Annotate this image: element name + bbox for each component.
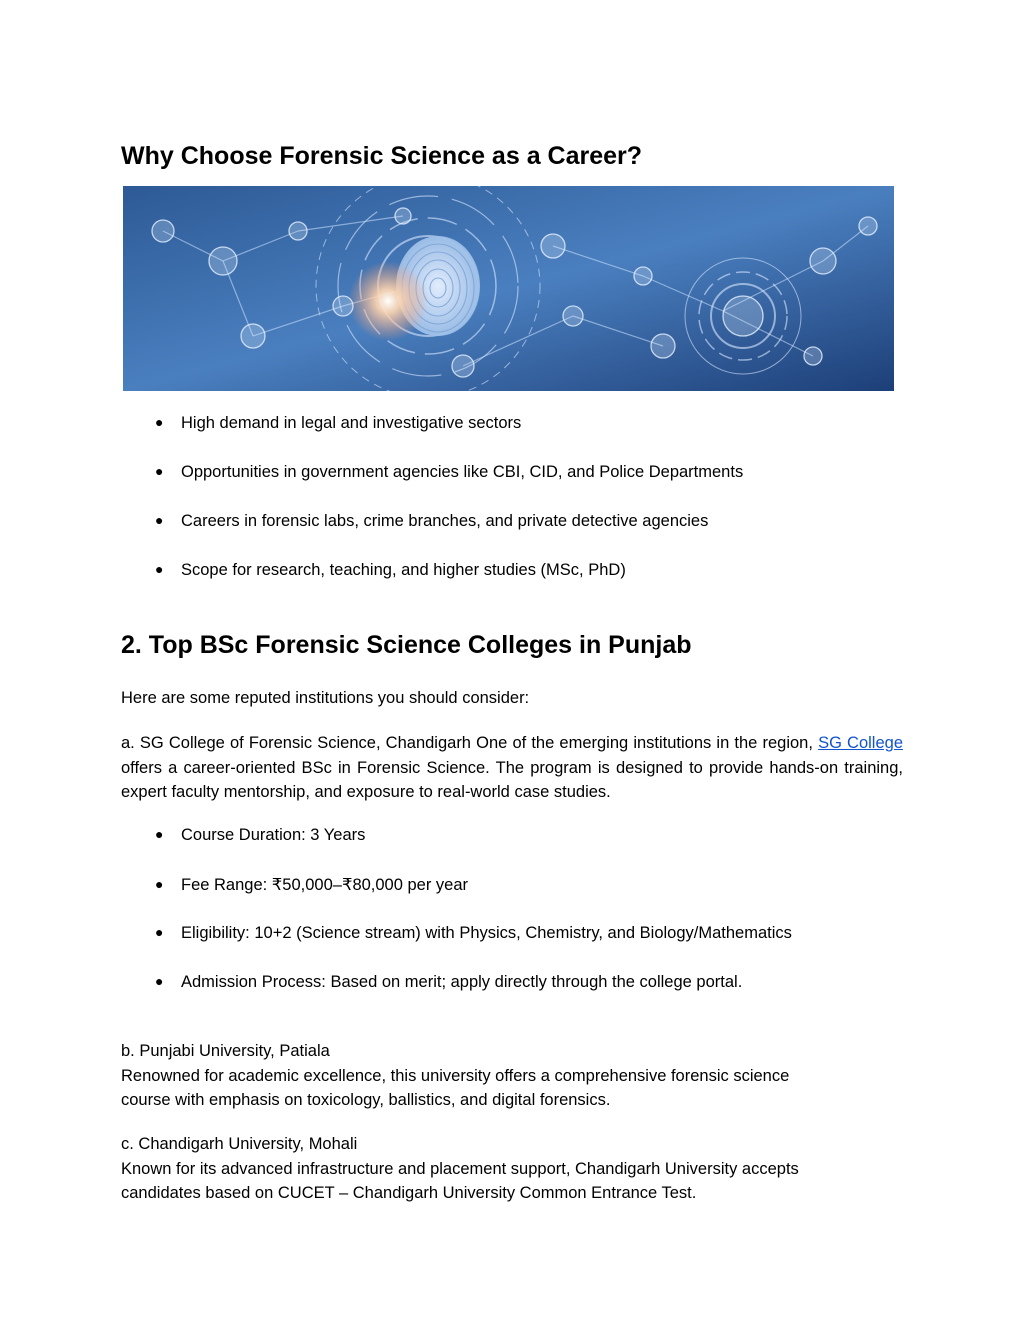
intro-text: Here are some reputed institutions you should consider: (121, 689, 530, 707)
college-c-paragraph (121, 1132, 799, 1206)
bullet-icon: ● (155, 561, 164, 577)
list-item: ● Eligibility: 10+2 (Science stream) with Physics, Chemistry, and Biology/Mathematics (155, 924, 792, 942)
college-b-paragraph (121, 1039, 789, 1113)
bullet-icon: ● (155, 826, 164, 842)
fingerprint-network-illustration (123, 186, 894, 391)
list-item: ● Fee Range: ₹50,000–₹80,000 per year (155, 876, 469, 894)
college-b-title: b. Punjabi University, Patiala (121, 1042, 330, 1060)
list-item: ● High demand in legal and investigative sectors (155, 414, 522, 432)
college-c-line-2: candidates based on CUCET – Chandigarh University Common Entrance Test. (121, 1184, 697, 1202)
college-c-title: c. Chandigarh University, Mohali (121, 1135, 358, 1153)
college-a-paragraph (121, 731, 903, 805)
sg-college-link[interactable]: SG College (818, 734, 903, 752)
bullet-icon: ● (155, 463, 164, 479)
list-item: ● Course Duration: 3 Years (155, 826, 366, 844)
list-item: ● Careers in forensic labs, crime branches, and private detective agencies (155, 512, 709, 530)
section-heading-top-colleges: 2. Top BSc Forensic Science Colleges in Punjab (121, 631, 692, 659)
bullet-icon: ● (155, 414, 164, 430)
list-item: ● Scope for research, teaching, and higher studies (MSc, PhD) (155, 561, 626, 579)
list-item: ● Admission Process: Based on merit; apply directly through the college portal. (155, 973, 743, 991)
list-item: ● Opportunities in government agencies like CBI, CID, and Police Departments (155, 463, 744, 481)
college-b-line-2: course with emphasis on toxicology, ballistics, and digital forensics. (121, 1091, 611, 1109)
section-heading-why-forensic: Why Choose Forensic Science as a Career? (121, 142, 643, 170)
bullet-icon: ● (155, 876, 164, 892)
college-a-description: offers a career-oriented BSc in Forensic Science. The program is designed to provide hands-on training, expert faculty mentorship, and exposure to real-world case studies. (121, 758, 903, 801)
bullet-icon: ● (155, 924, 164, 940)
college-c-line-1: Known for its advanced infrastructure and placement support, Chandigarh University accepts (121, 1159, 799, 1178)
college-a-title: a. SG College of Forensic Science, Chandigarh One of the emerging institutions in the region, (121, 734, 813, 752)
forensic-hero-image (123, 186, 894, 391)
bullet-icon: ● (155, 512, 164, 528)
college-b-line-1: Renowned for academic excellence, this university offers a comprehensive forensic science (121, 1066, 790, 1085)
bullet-icon: ● (155, 973, 164, 989)
